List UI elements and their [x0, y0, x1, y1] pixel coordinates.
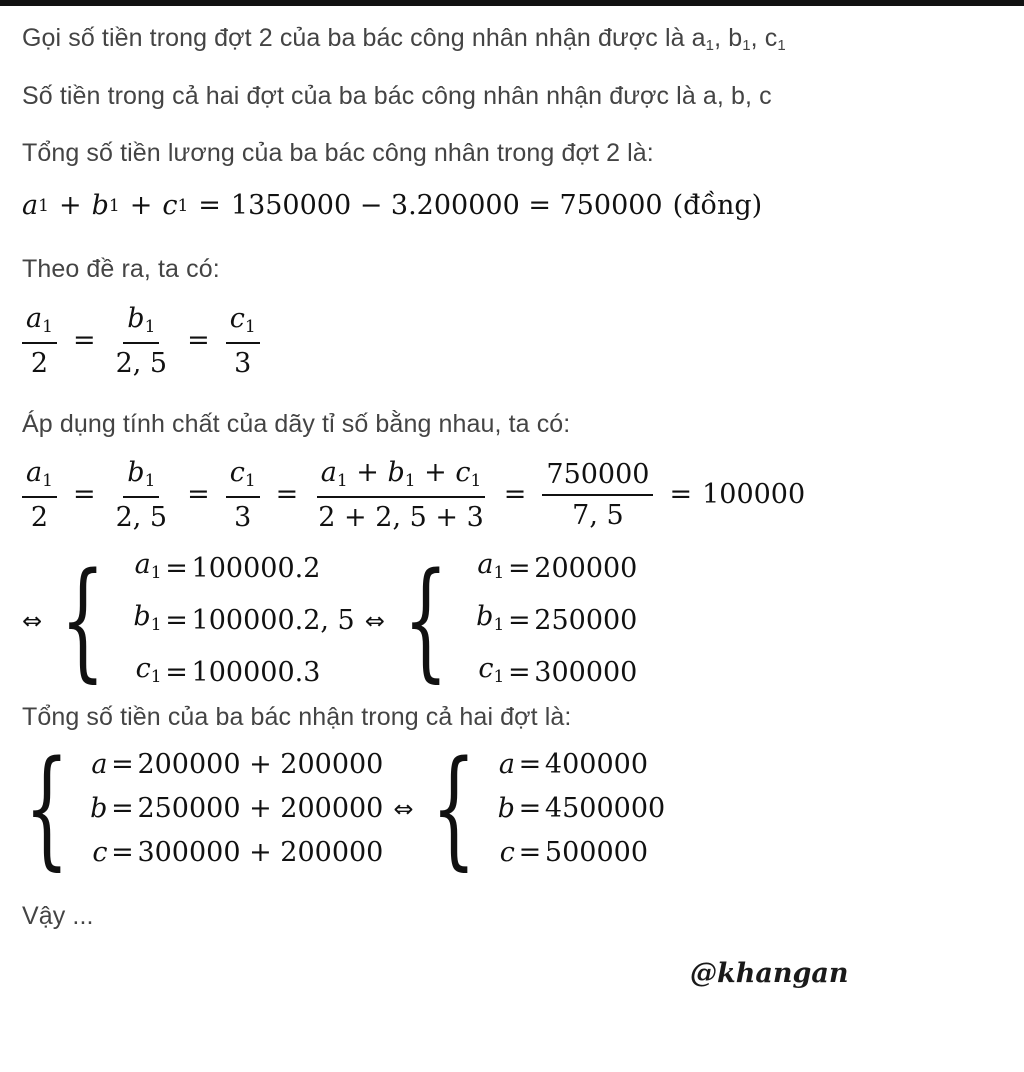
equation-sum-unit: (đồng): [672, 190, 763, 221]
chain-result: 100000: [702, 479, 806, 511]
sys2-right-row2: 4500000: [544, 793, 666, 824]
sys1-left-row2: 100000.2, 5: [191, 605, 355, 636]
line1-text: Gọi số tiền trong đợt 2 của ba bác công nhân nhận được là a: [22, 24, 706, 52]
chain-fraction-a1: $\frac{a_1}{2}$: [22, 457, 57, 533]
text-line-5: Áp dụng tính chất của dãy tỉ số bằng nhau, ta có:: [22, 410, 571, 438]
sys1-left-row1: 100000.2: [191, 553, 321, 584]
left-brace: {: [60, 546, 106, 695]
sys1-right-row2: 250000: [534, 605, 638, 636]
text-line-6: Tổng số tiền của ba bác nhận trong cả hai đợt là:: [22, 703, 572, 731]
sys1-right-row3: 300000: [534, 657, 638, 688]
left-brace: {: [24, 734, 70, 883]
sys2-left-row3: 300000 + 200000: [137, 837, 384, 868]
chain-fraction-b1: $\frac{b_1}{2, 5}$: [115, 457, 168, 533]
line1-c: , c: [750, 24, 778, 52]
text-line-2: Số tiền trong cả hai đợt của ba bác công nhân nhận được là a, b, c: [22, 82, 772, 110]
equiv-symbol: ⇔: [364, 607, 385, 635]
sys2-right-row3: 500000: [544, 837, 648, 868]
text-line-3: Tổng số tiền lương của ba bác công nhân trong đợt 2 là:: [22, 139, 654, 167]
equation-chain: $\frac{a_1}{2}$ = $\frac{b_1}{2, 5}$ = $\frac{c_1}{3}$ = $\frac{a_1 + b_1 + c_1}{2 + 2, 5 + 3}$ = $\frac{750000}{7, 5}$ = 100000: [22, 457, 805, 533]
line1-b: , b: [714, 24, 743, 52]
equiv-symbol: ⇔: [22, 607, 43, 635]
chain-fraction-value: $\frac{750000}{7, 5}$: [542, 459, 653, 531]
sub-a1: 1: [705, 37, 715, 54]
text-line-7: Vậy ...: [22, 902, 94, 930]
sys2-left-row2: 250000 + 200000: [137, 793, 384, 824]
top-border: [0, 0, 1024, 6]
fraction-a1: $\frac{a_1}{2}$: [22, 303, 57, 379]
left-brace: {: [431, 734, 477, 883]
text-line-4: Theo đề ra, ta có:: [22, 255, 220, 283]
sys2-right-row1: 400000: [544, 749, 648, 780]
equation-sum-expr: 1350000 − 3.200000 = 750000: [230, 190, 663, 221]
equiv-symbol: ⇔: [393, 795, 414, 823]
author-signature: @khangan: [690, 958, 849, 989]
equation-ratio: $\frac{a_1}{2}$ = $\frac{b_1}{2, 5}$ = $\frac{c_1}{3}$: [22, 303, 266, 379]
sys1-right-row1: 200000: [534, 553, 638, 584]
chain-fraction-c1: $\frac{c_1}{3}$: [226, 457, 260, 533]
sys1-left-row3: 100000.3: [191, 657, 321, 688]
system-1: ⇔ { $a_1$ = 100000.2 $b_1$ = 100000.2, 5 $c_1$ = 100000.3 ⇔ { $a_1$ = 200000 $b_1$ = 250000 $c_1$ = 300000: [22, 546, 638, 695]
sys2-left-row1: 200000 + 200000: [137, 749, 384, 780]
left-brace: {: [403, 546, 448, 695]
fraction-b1: $\frac{b_1}{2, 5}$: [115, 303, 168, 379]
system-2: { a = 200000 + 200000 b = 250000 + 200000 c = 300000 + 200000 ⇔ { a = 400000 b = 4500000 c = 500000: [24, 734, 666, 883]
sub-b1: 1: [742, 37, 751, 54]
fraction-c1: $\frac{c_1}{3}$: [226, 303, 260, 379]
chain-fraction-sum: $\frac{a_1 + b_1 + c_1}{2 + 2, 5 + 3}$: [318, 457, 484, 533]
equation-sum: a 1 + b 1 + c 1 = 1350000 − 3.200000 = 750000 (đồng): [22, 190, 763, 221]
sub-c1: 1: [777, 37, 786, 54]
text-line-1: [22, 24, 786, 54]
